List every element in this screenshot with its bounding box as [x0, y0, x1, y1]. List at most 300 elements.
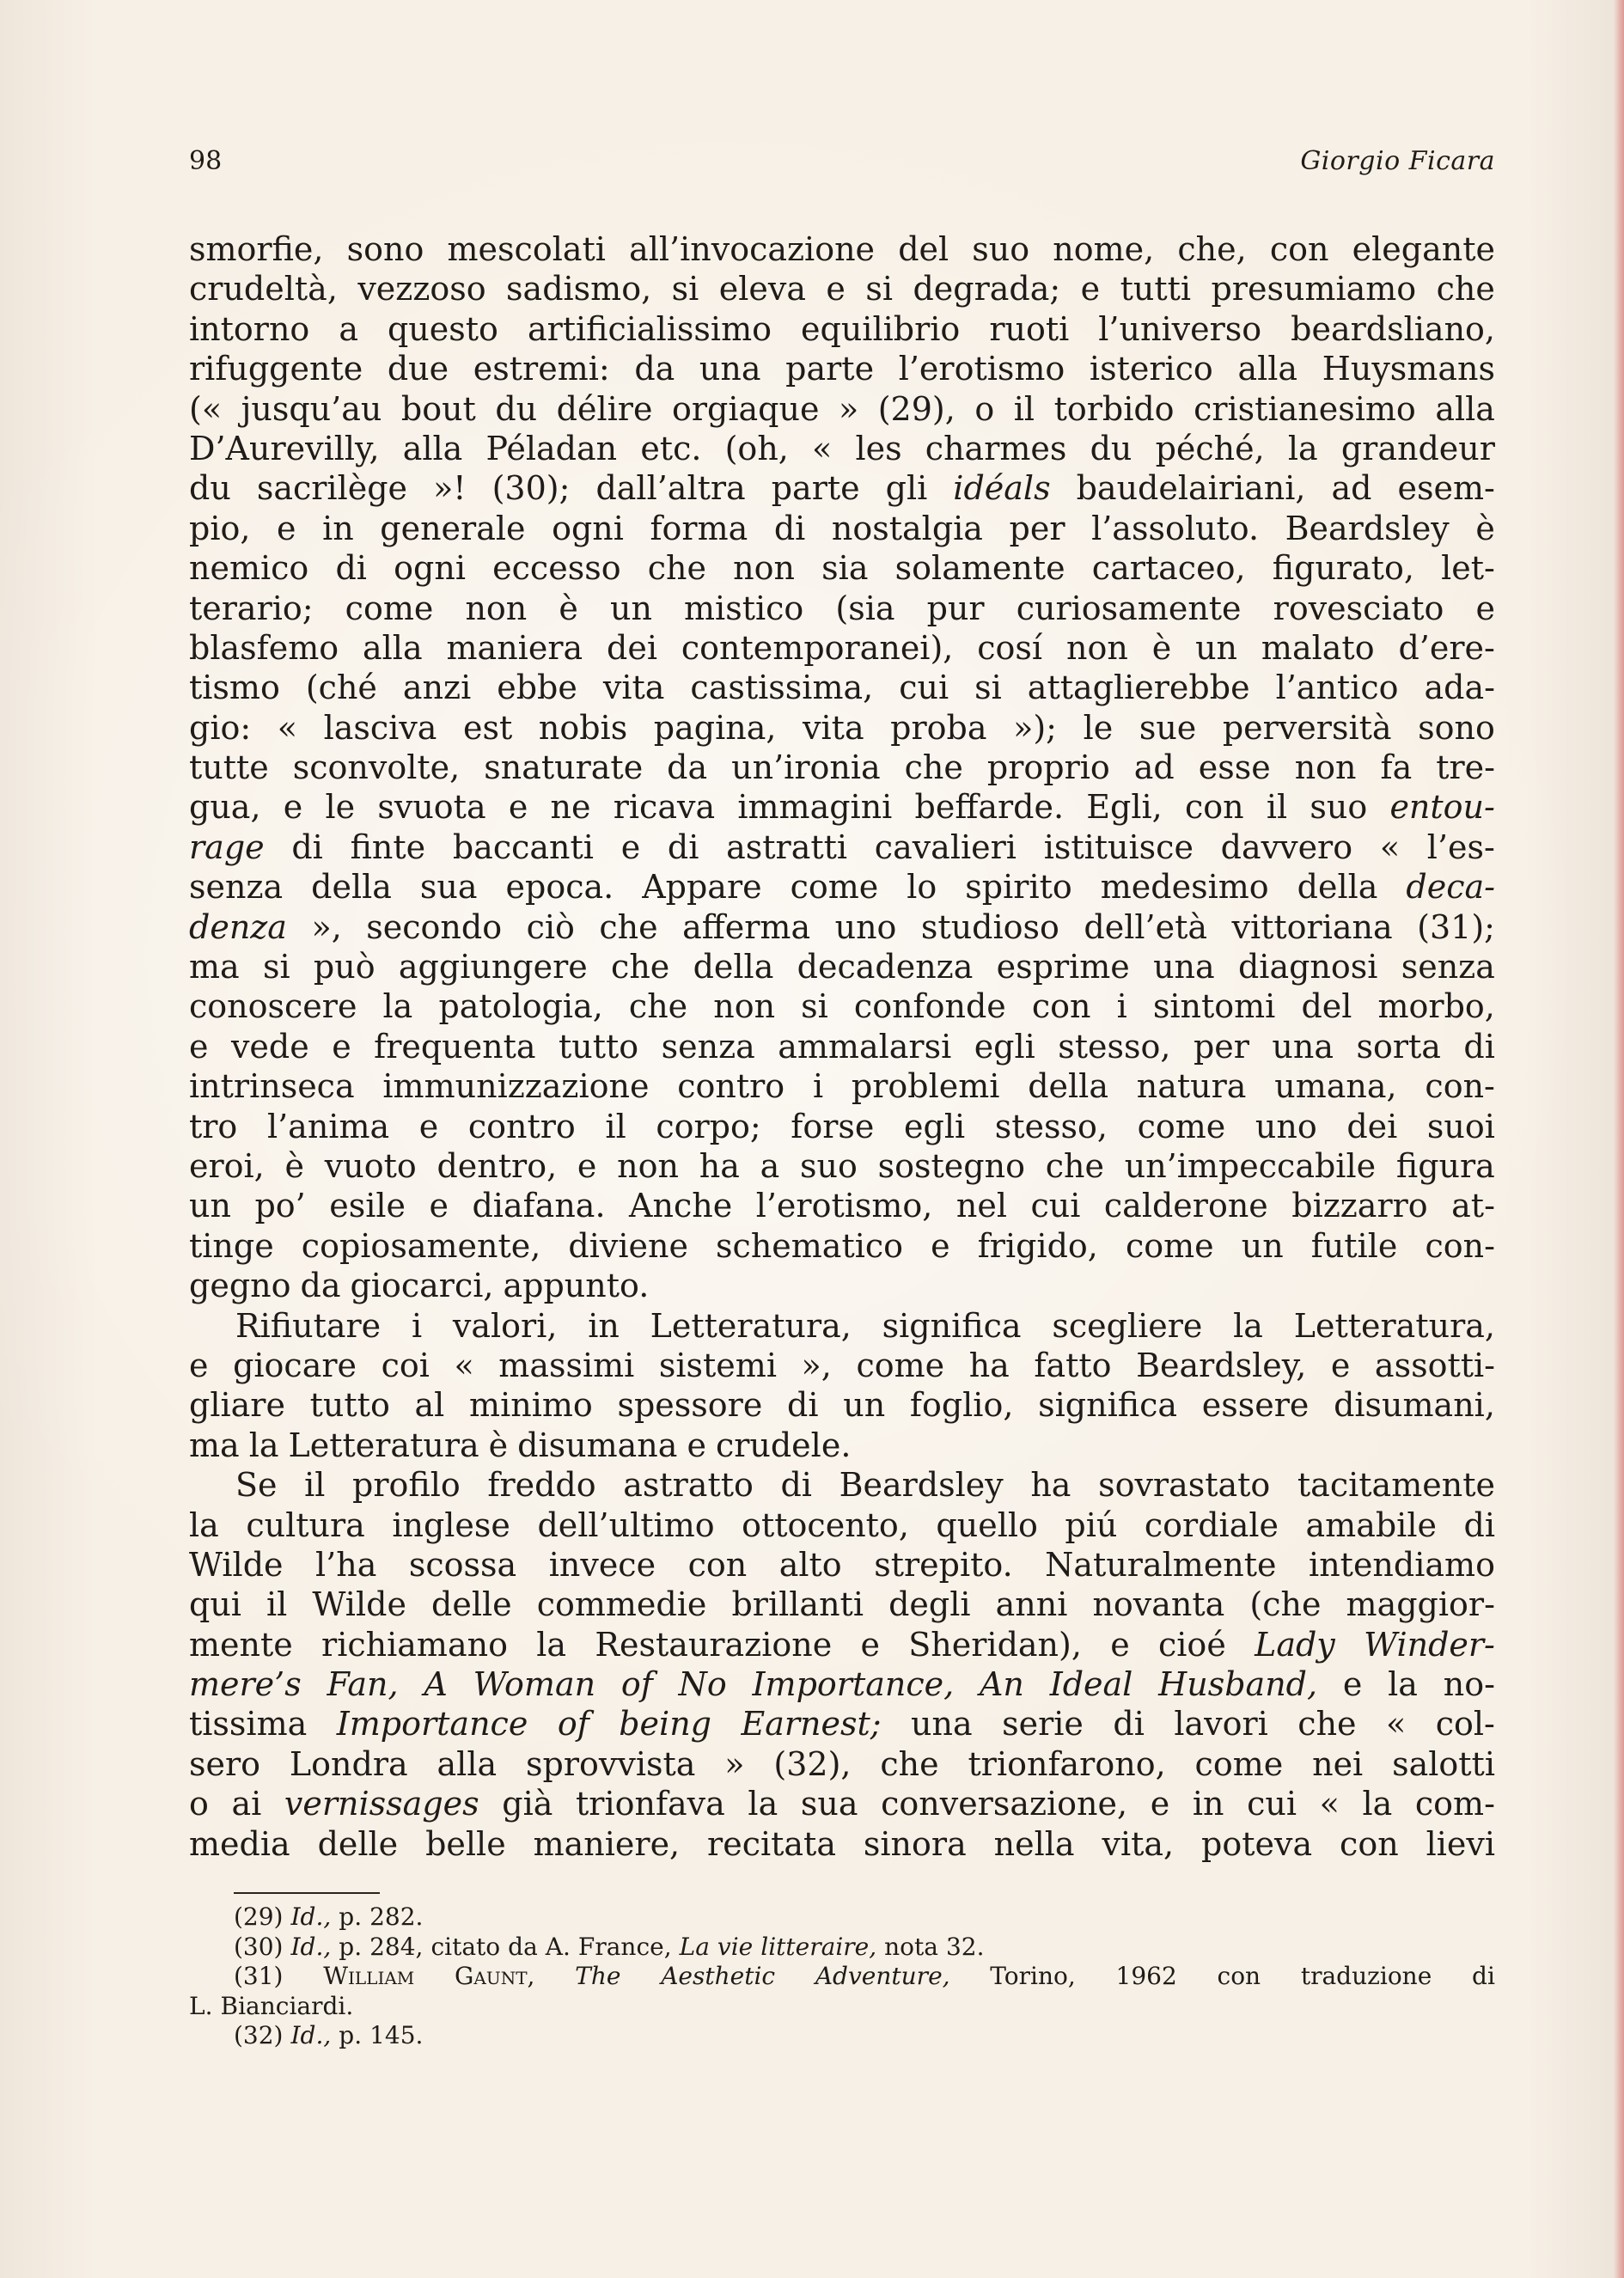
word: la — [1362, 1785, 1393, 1823]
word: una — [1153, 948, 1215, 986]
word: poteva — [1201, 1824, 1313, 1863]
word: commedie — [536, 1585, 707, 1624]
footnote-line — [189, 1962, 1495, 1992]
word: l’erotismo, — [755, 1187, 933, 1225]
word: ricava — [613, 788, 716, 827]
word: e — [332, 1027, 351, 1066]
word: cui — [899, 669, 949, 707]
word: vede — [230, 1027, 309, 1066]
word: sorta — [1356, 1027, 1441, 1066]
word: gli — [885, 469, 928, 508]
word: giocarci, — [350, 1267, 494, 1305]
word: novanta — [1092, 1585, 1225, 1624]
word: diagnosi — [1237, 948, 1378, 986]
word: Importance — [336, 1705, 528, 1744]
word: vita — [602, 669, 665, 707]
word: mere’s — [189, 1665, 302, 1704]
word: piú — [1065, 1505, 1118, 1544]
word: in — [588, 1306, 620, 1345]
word: della — [1297, 868, 1378, 907]
word: of — [620, 1665, 653, 1704]
word: intrinseca — [189, 1067, 355, 1106]
footnote-divider — [234, 1892, 380, 1894]
word: un’ironia — [731, 748, 881, 787]
word: valori, — [452, 1306, 558, 1345]
word: alla — [1237, 350, 1298, 388]
word: è — [488, 1426, 509, 1464]
word: sue — [1139, 708, 1197, 747]
text-line — [189, 787, 1495, 827]
word: let- — [1441, 549, 1495, 588]
word: e — [1110, 1625, 1130, 1664]
word: maniere, — [533, 1824, 681, 1863]
word: denza — [189, 907, 287, 946]
footnote-word: Bianciardi. — [220, 1991, 354, 2020]
word: non — [713, 987, 776, 1026]
word: da — [300, 1267, 341, 1305]
footnote-word: Id., — [290, 2021, 332, 2049]
word: trionfava — [576, 1785, 725, 1823]
word: (che — [1249, 1585, 1322, 1624]
word: non — [1294, 748, 1357, 787]
text-line — [189, 907, 1495, 947]
word: che — [1297, 1705, 1357, 1744]
word: i — [812, 1067, 824, 1106]
word: deca- — [1406, 868, 1495, 907]
word: due — [387, 350, 449, 388]
word: di — [773, 509, 806, 547]
word: alla — [1435, 389, 1495, 428]
word: disumani, — [1334, 1386, 1495, 1425]
footnote-word: da — [508, 1932, 538, 1961]
word: e — [1342, 1665, 1363, 1704]
text-line — [189, 1625, 1495, 1664]
word: sinora — [863, 1824, 967, 1863]
text-line — [189, 1066, 1495, 1106]
text-line — [189, 1226, 1495, 1266]
word: elegante — [1352, 230, 1495, 268]
footnote-word: Aesthetic — [661, 1962, 776, 1990]
word: significa — [1038, 1386, 1178, 1425]
word: nel — [955, 1187, 1007, 1225]
word: forma — [650, 509, 748, 547]
word: mistico — [684, 589, 804, 627]
word: Beardsley, — [1136, 1346, 1307, 1384]
word: gliare — [189, 1386, 285, 1425]
word: il — [1266, 788, 1288, 827]
word: eroi, — [189, 1146, 265, 1185]
word: », — [801, 1346, 832, 1384]
word: stesso, — [994, 1107, 1108, 1145]
word: delle — [317, 1824, 399, 1863]
word: non — [617, 1146, 679, 1185]
word: foglio, — [909, 1386, 1014, 1425]
word: equilibrio — [801, 309, 961, 348]
text-line — [189, 947, 1495, 986]
word: anzi — [402, 669, 472, 707]
word: un — [1195, 628, 1238, 667]
word: e — [1475, 589, 1495, 627]
footnote-word: A. — [545, 1932, 571, 1961]
word: trionfarono, — [968, 1744, 1166, 1783]
word: « — [1379, 828, 1401, 866]
running-header — [189, 146, 1495, 189]
word: d’ere- — [1398, 628, 1495, 667]
word: la — [1233, 1306, 1263, 1345]
footnote-word: France, — [577, 1932, 672, 1961]
word: spessore — [617, 1386, 763, 1425]
word: Péladan — [485, 429, 618, 467]
word: Earnest; — [741, 1705, 882, 1744]
word: e — [687, 1426, 706, 1464]
word: e — [1330, 1346, 1351, 1384]
word: vuoto — [324, 1146, 417, 1185]
footnote-word: vie — [717, 1932, 754, 1961]
word: e — [860, 1625, 880, 1664]
word: ha — [1030, 1466, 1071, 1505]
word: l’antico — [1275, 669, 1399, 707]
word: degli — [888, 1585, 971, 1624]
word: nella — [993, 1824, 1075, 1863]
word: l’universo — [1098, 309, 1262, 348]
word: futile — [1310, 1226, 1398, 1265]
word: invece — [548, 1545, 656, 1584]
word: rage — [189, 828, 265, 866]
word: fatto — [1034, 1346, 1112, 1384]
word: lavori — [1174, 1705, 1268, 1744]
word: immunizzazione — [382, 1067, 650, 1106]
word: sacrilège — [256, 469, 408, 508]
word: non — [733, 549, 795, 588]
text-line — [189, 1385, 1495, 1425]
word: Fan, — [327, 1665, 399, 1704]
text-line — [189, 1146, 1495, 1186]
text-line — [189, 1784, 1495, 1823]
word: calderone — [1103, 1187, 1268, 1225]
word: all’invocazione — [629, 230, 876, 268]
word: Se — [235, 1466, 278, 1505]
word: du — [189, 469, 231, 508]
word: Importance, — [752, 1665, 955, 1704]
word: scegliere — [1052, 1306, 1203, 1345]
word: Woman — [473, 1665, 596, 1704]
word: terario; — [189, 589, 314, 627]
text-line — [189, 867, 1495, 907]
word: Huysmans — [1322, 350, 1495, 388]
word: schematico — [716, 1226, 904, 1265]
word: sono — [1418, 708, 1495, 747]
word: mente — [189, 1625, 293, 1664]
word: tutti — [1120, 270, 1192, 308]
word: ma — [189, 1426, 240, 1464]
text-line — [189, 1027, 1495, 1066]
word: il — [605, 1107, 626, 1145]
word: gua, — [189, 788, 261, 827]
word: Beardsley — [839, 1466, 1004, 1505]
word: in — [1192, 1785, 1224, 1823]
word: » — [724, 1744, 745, 1783]
footnote-word: p. — [339, 2021, 363, 2049]
word: figura — [1395, 1146, 1495, 1185]
text-line — [189, 1306, 1495, 1346]
word: ebbe — [497, 669, 577, 707]
word: crudeltà, — [189, 270, 338, 308]
word: che — [904, 748, 963, 787]
text-line — [189, 1664, 1495, 1704]
text-line — [189, 668, 1495, 707]
word: e — [508, 788, 528, 827]
word: baudelairiani, — [1076, 469, 1306, 508]
text-line — [189, 548, 1495, 588]
word: tissima — [189, 1705, 308, 1744]
word: essere — [1201, 1386, 1310, 1425]
word: Wilde — [189, 1545, 284, 1584]
word: solamente — [894, 549, 1065, 588]
footnote-word: 282. — [369, 1902, 424, 1931]
word: copiosamente, — [301, 1226, 541, 1265]
word: gegno — [189, 1267, 291, 1305]
footnote-line — [189, 1933, 1495, 1963]
word: senza — [1401, 948, 1495, 986]
word: po’ — [254, 1187, 306, 1225]
word: non — [465, 589, 528, 627]
word: le — [1083, 708, 1114, 747]
word: inglese — [392, 1505, 510, 1544]
word: dall’altra — [595, 469, 746, 508]
footnote-word: The — [575, 1962, 621, 1990]
word: dell’età — [1084, 907, 1208, 946]
text-line — [189, 269, 1495, 308]
text-line — [189, 349, 1495, 388]
footnote-line — [189, 2021, 1495, 2051]
word: istituisce — [1043, 828, 1194, 866]
word: o — [189, 1785, 209, 1823]
word: minimo — [469, 1386, 593, 1425]
text-line — [189, 986, 1495, 1026]
word: l’es- — [1426, 828, 1495, 866]
word: non — [1065, 628, 1128, 667]
word: uno — [1255, 1107, 1317, 1145]
word: vernissages — [284, 1785, 479, 1823]
word: A — [424, 1665, 448, 1704]
word: con — [687, 1545, 748, 1584]
word: orgiaque — [671, 389, 820, 428]
word: natura — [1136, 1067, 1247, 1106]
text-line — [189, 1545, 1495, 1585]
word: les — [855, 429, 902, 467]
word: di — [1113, 1705, 1145, 1744]
word: artificialissimo — [527, 309, 772, 348]
footnote-word: Id., — [290, 1932, 332, 1961]
word: sostegno — [877, 1146, 1025, 1185]
word: si — [974, 669, 1002, 707]
word: in — [322, 509, 354, 547]
word: smorfie, — [189, 230, 324, 268]
footnote-word: (29) — [234, 1902, 284, 1931]
word: beffarde. — [914, 788, 1065, 827]
word: sadismo, — [506, 270, 652, 308]
word: D’Aurevilly, — [189, 429, 380, 467]
word: la — [382, 987, 413, 1026]
word: i — [1116, 987, 1127, 1026]
word: pio, — [189, 509, 251, 547]
word: curiosamente — [1016, 589, 1242, 627]
word: tutto — [309, 1386, 390, 1425]
word: sovrastato — [1098, 1466, 1271, 1505]
word: l’assoluto. — [1091, 509, 1260, 547]
word: tutto — [559, 1027, 639, 1066]
word: Restaurazione — [595, 1625, 833, 1664]
word: snaturate — [484, 748, 644, 787]
word: du — [1090, 429, 1133, 467]
word: blasfemo — [189, 628, 339, 667]
footnote-word: traduzione — [1300, 1962, 1432, 1990]
word: è — [1151, 628, 1172, 667]
word: pagina, — [653, 708, 777, 747]
word: egli — [974, 1027, 1035, 1066]
word: maniera — [446, 628, 583, 667]
word: quello — [936, 1505, 1038, 1544]
word: a — [339, 309, 358, 348]
word: un’impeccabile — [1124, 1146, 1377, 1185]
word: patologia, — [438, 987, 603, 1026]
word: massimi — [498, 1346, 635, 1384]
word: si — [671, 270, 699, 308]
word: com- — [1414, 1785, 1495, 1823]
word: e — [1150, 1785, 1170, 1823]
word: alto — [778, 1545, 842, 1584]
word: di — [335, 549, 367, 588]
word: ruoti — [989, 309, 1070, 348]
footnote-word: 145. — [369, 2021, 424, 2049]
word: e — [577, 1146, 597, 1185]
word: Rifiutare — [235, 1306, 382, 1345]
word: »); — [1013, 708, 1057, 747]
word: suo — [800, 1146, 858, 1185]
word: di — [291, 828, 323, 866]
word: An — [979, 1665, 1024, 1704]
word: appunto. — [503, 1267, 650, 1305]
word: stesso, — [1058, 1027, 1171, 1066]
word: problemi — [851, 1067, 1000, 1106]
word: svuota — [377, 788, 486, 827]
text-line — [189, 1704, 1495, 1744]
word: eleva — [718, 270, 806, 308]
word: o — [974, 389, 995, 428]
word: fa — [1380, 748, 1413, 787]
word: (« — [189, 389, 223, 428]
word: nei — [1312, 1744, 1364, 1783]
text-line — [189, 1744, 1495, 1784]
word: da — [667, 748, 708, 787]
word: estremi: — [473, 350, 610, 388]
word: No — [678, 1665, 727, 1704]
word: castissima, — [690, 669, 874, 707]
word: confonde — [853, 987, 1006, 1026]
word: bizzarro — [1291, 1187, 1428, 1225]
word: (sia — [835, 589, 895, 627]
word: uno — [834, 907, 897, 946]
word: assotti- — [1374, 1346, 1495, 1384]
footnote-word: L. — [189, 1991, 213, 2020]
word: esile — [329, 1187, 406, 1225]
word: che, — [1177, 230, 1247, 268]
word: « — [454, 1346, 474, 1384]
word: cultura — [246, 1505, 365, 1544]
word: che — [599, 907, 658, 946]
word: péché, — [1155, 429, 1265, 467]
word: freddo — [487, 1466, 596, 1505]
word: che — [880, 1744, 939, 1783]
word: sia — [821, 549, 869, 588]
word: immagini — [737, 788, 893, 827]
word: esprime — [996, 948, 1130, 986]
word: e — [429, 1187, 449, 1225]
word: e — [189, 1346, 209, 1384]
word: è — [1475, 509, 1495, 547]
word: (29), — [877, 389, 955, 428]
footnote-word: Torino, — [990, 1962, 1076, 1990]
body-text — [189, 229, 1495, 1864]
word: il — [266, 1585, 288, 1624]
word: eccesso — [492, 549, 621, 588]
word: disumana — [517, 1426, 678, 1464]
word: giocare — [233, 1346, 357, 1384]
word: isterico — [1089, 350, 1213, 388]
word: vittoriana — [1231, 907, 1393, 946]
text-line — [189, 1266, 1495, 1305]
word: e — [620, 828, 641, 866]
footnote-line — [189, 1992, 1495, 2022]
word: délire — [556, 389, 653, 428]
word: (30); — [491, 469, 571, 508]
word: un — [189, 1187, 231, 1225]
word: aggiungere — [398, 948, 588, 986]
word: con — [1031, 987, 1091, 1026]
footnote-word: citato — [430, 1932, 501, 1961]
word: la — [248, 1426, 279, 1464]
word: (oh, — [724, 429, 789, 467]
word: tinge — [189, 1226, 274, 1265]
word: no- — [1443, 1665, 1495, 1704]
word: cioé — [1158, 1625, 1226, 1664]
word: esse — [1198, 748, 1271, 787]
word: frequenta — [374, 1027, 536, 1066]
word: che — [611, 948, 670, 986]
word: of — [557, 1705, 589, 1744]
word: una — [699, 350, 761, 388]
word: morbo, — [1377, 987, 1495, 1026]
word: esem- — [1397, 469, 1495, 508]
word: dentro, — [437, 1146, 558, 1185]
word: salotti — [1392, 1744, 1495, 1783]
word: Lady — [1255, 1625, 1335, 1664]
word: dei — [607, 628, 657, 667]
word: Husband, — [1158, 1665, 1318, 1704]
word: Naturalmente — [1045, 1545, 1277, 1584]
word: ammalarsi — [778, 1027, 952, 1066]
word: un — [843, 1386, 886, 1425]
word: Egli, — [1086, 788, 1163, 827]
word: e — [277, 509, 296, 547]
word: ne — [550, 788, 591, 827]
word: (ché — [305, 669, 377, 707]
word: medesimo — [1100, 868, 1269, 907]
word: e — [418, 1107, 439, 1145]
word: come — [790, 868, 879, 907]
word: come — [1137, 1107, 1226, 1145]
word: perversità — [1222, 708, 1392, 747]
